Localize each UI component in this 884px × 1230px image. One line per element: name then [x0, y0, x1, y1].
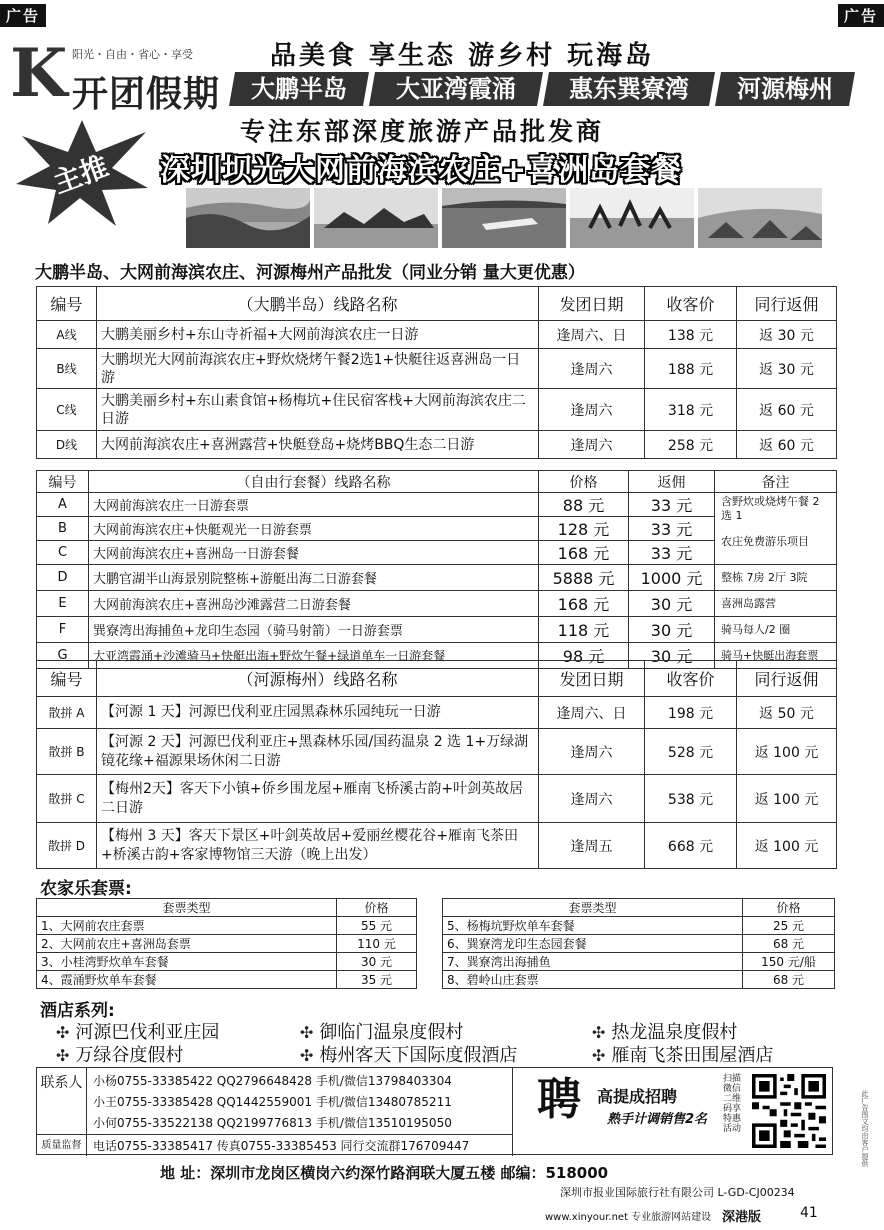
- col-header: 同行返佣: [737, 287, 837, 321]
- photo-group: [314, 188, 438, 248]
- photo-tents: [698, 188, 822, 248]
- section-title: 大鹏半岛、大网前海滨农庄、河源梅州产品批发（同业分销 量大更优惠）: [35, 263, 585, 283]
- note-free: 农庄免费游乐项目: [721, 535, 809, 548]
- table-row: C 大网前海滨农庄+喜洲岛一日游套餐 168 元 33 元: [37, 541, 837, 565]
- farm-table-right: 套票类型 价格 5、杨梅坑野炊单车套餐 25 元 6、巽寮湾龙印生态园套餐 68 元 7、巽寮湾出海捕鱼 150 元/船 8、碧岭山庄套票 68 元: [442, 898, 835, 989]
- col-header: 发团日期: [539, 287, 645, 321]
- table-row: 散拼 B 【河源 2 天】河源巴伐利亚庄+黑森林乐园/国药温泉 2 选 1+万绿湖镜花缘+福源果场休闲二日游 逢周六 528 元 返 100 元: [37, 729, 837, 775]
- table-row: F 巽寮湾出海捕鱼+龙印生态园（骑马射箭）一日游套票 118 元 30 元 骑马每人/2 圈: [37, 617, 837, 643]
- edition-label: 深港版: [722, 1210, 762, 1225]
- col-header: 编号: [37, 661, 97, 697]
- address: 地 址：深圳市龙岗区横岗六约深竹路润联大厦五楼 邮编：518000: [160, 1164, 609, 1182]
- destination-tag: 大鹏半岛: [229, 72, 369, 106]
- hotel-item: ✣ 梅州客天下国际度假酒店: [300, 1045, 518, 1066]
- brand-logo: [10, 34, 225, 115]
- table-row: D线 大网前海滨农庄+喜洲露营+快艇登岛+烧烤BBQ生态二日游 逢周六 258 元 返 60 元: [37, 431, 837, 459]
- recruit-title: 高提成招聘: [597, 1087, 678, 1106]
- recruit-icon: 聘: [537, 1074, 581, 1125]
- destination-tag: 惠东巽寮湾: [543, 72, 715, 106]
- promo-title: 深圳坝光大网前海滨农庄+喜洲岛套餐: [160, 153, 683, 188]
- brand-name: 开团假期: [72, 74, 221, 115]
- table-row: D 大鹏官湖半山海景别院整栋+游艇出海二日游套餐 5888 元 1000 元 整栋 7房 2厅 3院: [37, 565, 837, 591]
- col-header: 价格: [539, 471, 629, 493]
- table-row: B线 大鹏坝光大网前海滨农庄+野炊烧烤午餐2选1+快艇往返喜洲岛一日游 逢周六 188 元 返 30 元: [37, 349, 837, 389]
- tagline: 专注东部深度旅游产品批发商: [240, 117, 605, 146]
- col-header: 返佣: [629, 471, 715, 493]
- col-header: 同行返佣: [737, 661, 837, 697]
- photo-jump: [570, 188, 694, 248]
- scan-text: 扫描微信二维码享特惠活动: [722, 1074, 741, 1134]
- recruit-banner: [537, 1076, 737, 1136]
- table-row: B 大网前海滨农庄+快艇观光一日游套票 128 元 33 元: [37, 517, 837, 541]
- diamond-icon: ✣: [56, 1046, 70, 1065]
- brand-slogan: 阳光・自由・省心・享受: [72, 48, 193, 61]
- destination-tag: 河源梅州: [715, 72, 855, 106]
- contact-box: [36, 1067, 833, 1155]
- table-row: 3、小桂湾野炊单车套餐 30 元: [37, 953, 417, 971]
- side-note: 此广告图文均由客户提供: [861, 1090, 869, 1167]
- table-row: 4、霞涌野炊单车套餐 35 元: [37, 971, 417, 989]
- table-row: 6、巽寮湾龙印生态园套餐 68 元: [443, 935, 835, 953]
- company-name: 深圳市报业国际旅行社有限公司 L-GD-CJ00234: [560, 1186, 795, 1199]
- qa-row: 电话0755-33385417 传真0755-33385453 同行交流群176709447: [93, 1139, 470, 1153]
- free-travel-table: [36, 470, 837, 669]
- contact-label: 联系人: [37, 1068, 87, 1134]
- table-row: 散拼 D 【梅州 3 天】客天下景区+叶剑英故居+爱丽丝樱花谷+雁南飞茶田+桥溪古韵+客家博物馆三天游（晚上出发） 逢周五 668 元 返 100 元: [37, 823, 837, 869]
- recruit-sub: 熟手计调销售2名: [607, 1112, 708, 1127]
- ad-label-left: 广告: [0, 4, 46, 27]
- heyuan-meizhou-table: [36, 660, 837, 869]
- col-header: 备注: [715, 471, 837, 493]
- promo-star-badge: [12, 118, 152, 228]
- contact-row: 小王0755-33385428 QQ1442559001 手机/微信13480785211: [93, 1095, 452, 1109]
- badge-text: 主推: [48, 149, 113, 200]
- table-row: A 大网前海滨农庄一日游套票 88 元 33 元 含野炊或烧烤午餐 2 选 1 农庄免费游乐项目: [37, 493, 837, 517]
- col-header: 编号: [37, 471, 89, 493]
- col-header: （河源梅州）线路名称: [97, 661, 539, 697]
- hotel-item: ✣ 万绿谷度假村: [56, 1045, 184, 1066]
- contact-row: 小杨0755-33385422 QQ2796648428 手机/微信13798403304: [93, 1074, 452, 1088]
- ad-label-right: 广告: [838, 4, 884, 27]
- col-header: 编号: [37, 287, 97, 321]
- page-number: 41: [800, 1205, 818, 1221]
- table-row: C线 大鹏美丽乡村+东山素食馆+杨梅坑+住民宿客栈+大网前海滨农庄二日游 逢周六 318 元 返 60 元: [37, 389, 837, 431]
- farm-title: 农家乐套票:: [40, 879, 132, 899]
- contact-row: 小何0755-33522138 QQ2199776813 手机/微信13510195050: [93, 1116, 452, 1130]
- farm-table-left: 套票类型 价格 1、大网前农庄套票 55 元 2、大网前农庄+喜洲岛套票 110 元 3、小桂湾野炊单车套餐 30 元 4、霞涌野炊单车套餐 35 元: [36, 898, 417, 989]
- col-header: （大鹏半岛）线路名称: [97, 287, 539, 321]
- hotel-item: ✣ 雁南飞茶田围屋酒店: [592, 1045, 774, 1066]
- hotel-item: ✣ 热龙温泉度假村: [592, 1022, 738, 1043]
- col-header: 收客价: [645, 661, 737, 697]
- photo-speedboat: [442, 188, 566, 248]
- logo-letter: K: [10, 34, 68, 112]
- table-row: A线 大鹏美丽乡村+东山寺祈福+大网前海滨农庄一日游 逢周六、日 138 元 返 30 元: [37, 321, 837, 349]
- table-row: 5、杨梅坑野炊单车套餐 25 元: [443, 917, 835, 935]
- dapeng-route-table: [36, 286, 837, 459]
- qr-code-icon: [752, 1074, 826, 1148]
- table-row: 1、大网前农庄套票 55 元: [37, 917, 417, 935]
- diamond-icon: ✣: [300, 1046, 314, 1065]
- table-row: 散拼 C 【梅州2天】客天下小镇+侨乡围龙屋+雁南飞桥溪古韵+叶剑英故居二日游 逢周六 538 元 返 100 元: [37, 775, 837, 823]
- col-header: （自由行套餐）线路名称: [89, 471, 539, 493]
- table-row: 7、巽寮湾出海捕鱼 150 元/船: [443, 953, 835, 971]
- hotel-item: ✣ 御临门温泉度假村: [300, 1022, 464, 1043]
- diamond-icon: ✣: [300, 1023, 314, 1042]
- diamond-icon: ✣: [592, 1023, 606, 1042]
- hotel-item: ✣ 河源巴伐利亚庄园: [56, 1022, 220, 1043]
- table-row: E 大网前海滨农庄+喜洲岛沙滩露营二日游套餐 168 元 30 元 喜洲岛露营: [37, 591, 837, 617]
- qa-label: 质量监督: [37, 1134, 87, 1156]
- hotels-title: 酒店系列:: [40, 1001, 115, 1021]
- col-header: 发团日期: [539, 661, 645, 697]
- destination-tag: 大亚湾霞涌: [369, 72, 543, 106]
- table-row: 2、大网前农庄+喜洲岛套票 110 元: [37, 935, 417, 953]
- diamond-icon: ✣: [592, 1046, 606, 1065]
- table-row: G 大亚湾霞涌+沙滩骑马+快艇出海+野炊午餐+绿道单车一日游套餐 98 元 30 元 骑马+快艇出海套票: [37, 643, 837, 669]
- footer-url: www.xinyour.net 专业旅游网站建设: [545, 1212, 712, 1223]
- note-meal: 含野炊或烧烤午餐 2 选 1: [721, 495, 820, 522]
- table-row: 8、碧岭山庄套票 68 元: [443, 971, 835, 989]
- col-header: 收客价: [645, 287, 737, 321]
- photo-coastline: [186, 188, 310, 248]
- diamond-icon: ✣: [56, 1023, 70, 1042]
- headline: 品美食 享生态 游乡村 玩海岛: [270, 41, 655, 71]
- table-row: 散拼 A 【河源 1 天】河源巴伐利亚庄园黑森林乐园纯玩一日游 逢周六、日 198 元 返 50 元: [37, 697, 837, 729]
